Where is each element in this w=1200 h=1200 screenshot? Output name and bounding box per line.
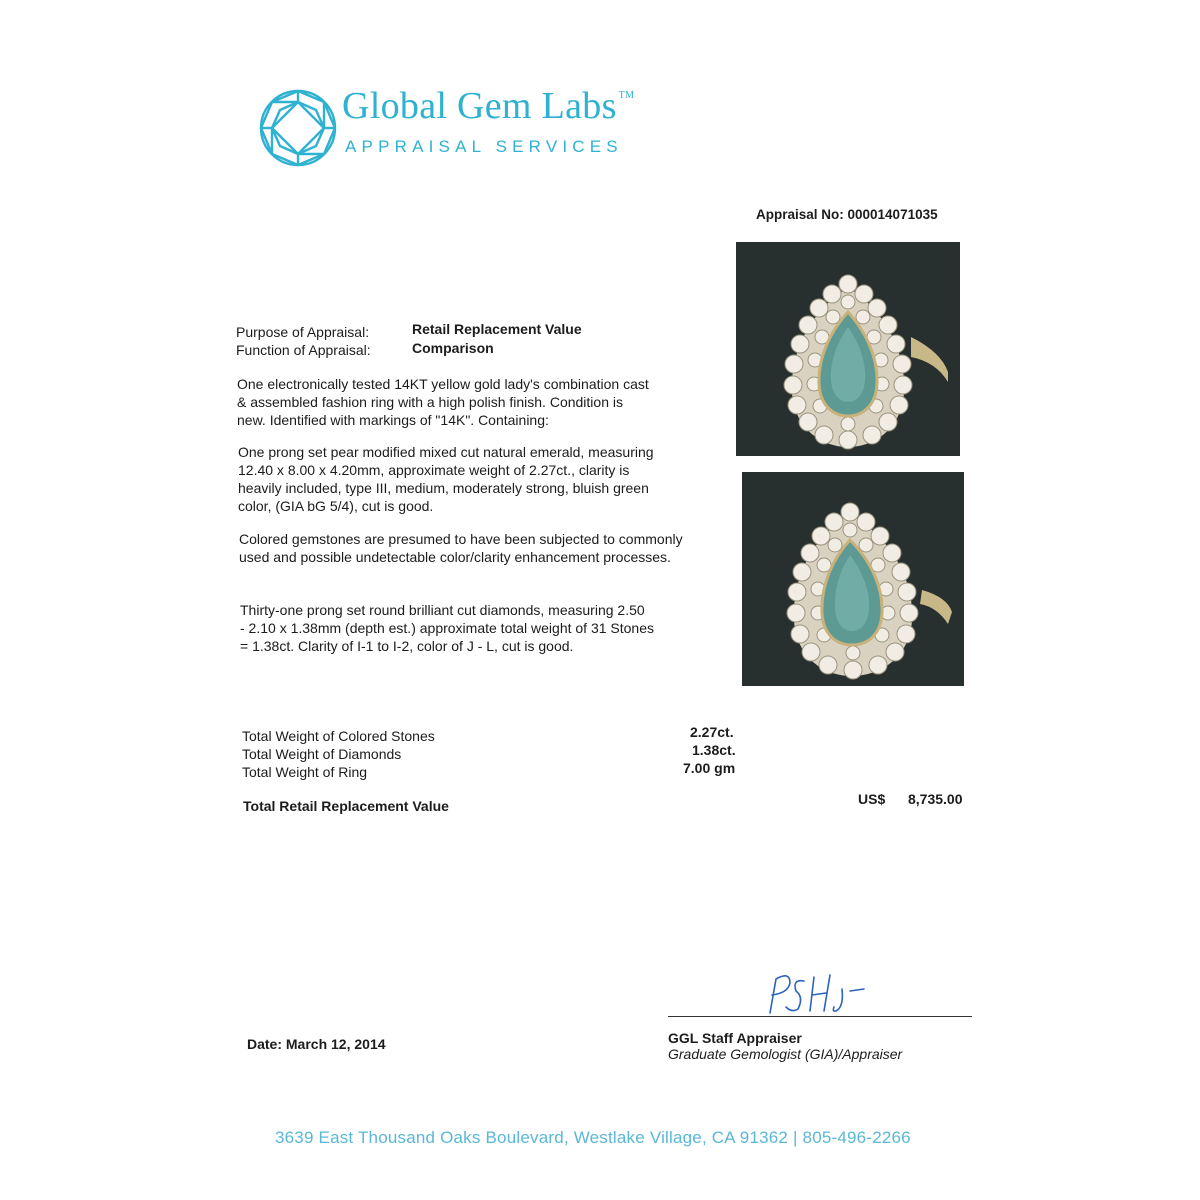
retail-value-currency: US$	[858, 791, 886, 807]
ring-photo-icon	[742, 472, 964, 686]
emerald-description	[238, 443, 654, 515]
function-label: Function of Appraisal:	[236, 342, 371, 358]
logo-tm: TM	[618, 90, 635, 101]
text-line: new. Identified with markings of "14K". Containing:	[237, 412, 549, 428]
signer-title: Graduate Gemologist (GIA)/Appraiser	[668, 1046, 903, 1062]
text-line: One prong set pear modified mixed cut natural emerald, measuring	[238, 444, 654, 460]
ring-photo-top	[736, 242, 960, 456]
purpose-value: Retail Replacement Value	[412, 321, 582, 337]
ring-photo-icon	[736, 242, 960, 456]
text-line: heavily included, type III, medium, moderately strong, bluish green	[238, 480, 649, 496]
appraisal-date: Date: March 12, 2014	[247, 1036, 386, 1052]
diamond-description	[240, 601, 654, 655]
text-line: One electronically tested 14KT yellow gold lady's combination cast	[237, 376, 649, 392]
text-line: color, (GIA bG 5/4), cut is good.	[238, 498, 434, 514]
text-line: Colored gemstones are presumed to have been subjected to commonly	[239, 531, 683, 547]
text-line: = 1.38ct. Clarity of I-1 to I-2, color of J - L, cut is good.	[240, 638, 574, 654]
total-ring-weight-value: 7.00 gm	[683, 760, 736, 776]
total-ring-weight-label: Total Weight of Ring	[242, 764, 368, 780]
text-line: 12.40 x 8.00 x 4.20mm, approximate weight of 2.27ct., clarity is	[238, 462, 630, 478]
retail-value-label: Total Retail Replacement Value	[243, 798, 449, 814]
ring-photo-bottom	[742, 472, 964, 686]
total-diamonds-label: Total Weight of Diamonds	[242, 746, 402, 762]
text-line: & assembled fashion ring with a high polish finish. Condition is	[237, 394, 623, 410]
retail-value-amount: 8,735.00	[908, 791, 963, 807]
total-diamonds-value: 1.38ct.	[692, 742, 736, 758]
function-value: Comparison	[412, 340, 494, 356]
signer-name: GGL Staff Appraiser	[668, 1030, 802, 1046]
logo-subtitle: APPRAISAL SERVICES	[345, 137, 623, 156]
enhancement-disclaimer	[239, 530, 683, 566]
purpose-label: Purpose of Appraisal:	[236, 324, 370, 340]
total-colored-stones-label: Total Weight of Colored Stones	[242, 728, 435, 744]
logo-name: Global Gem Labs ™	[342, 85, 635, 127]
footer-address: 3639 East Thousand Oaks Boulevard, Westlake Village, CA 91362 | 805-496-2266	[275, 1128, 911, 1147]
text-line: - 2.10 x 1.38mm (depth est.) approximate total weight of 31 Stones	[240, 620, 654, 636]
text-line: Thirty-one prong set round brilliant cut diamonds, measuring 2.50	[240, 602, 645, 618]
appraisal-number: Appraisal No: 000014071035	[756, 207, 938, 222]
total-colored-stones-value: 2.27ct.	[690, 724, 734, 740]
signature-line	[668, 1016, 972, 1017]
ring-description	[237, 375, 649, 429]
signature-icon	[752, 965, 872, 1020]
text-line: used and possible undetectable color/clarity enhancement processes.	[239, 549, 671, 565]
logo-gem-icon	[258, 88, 338, 168]
